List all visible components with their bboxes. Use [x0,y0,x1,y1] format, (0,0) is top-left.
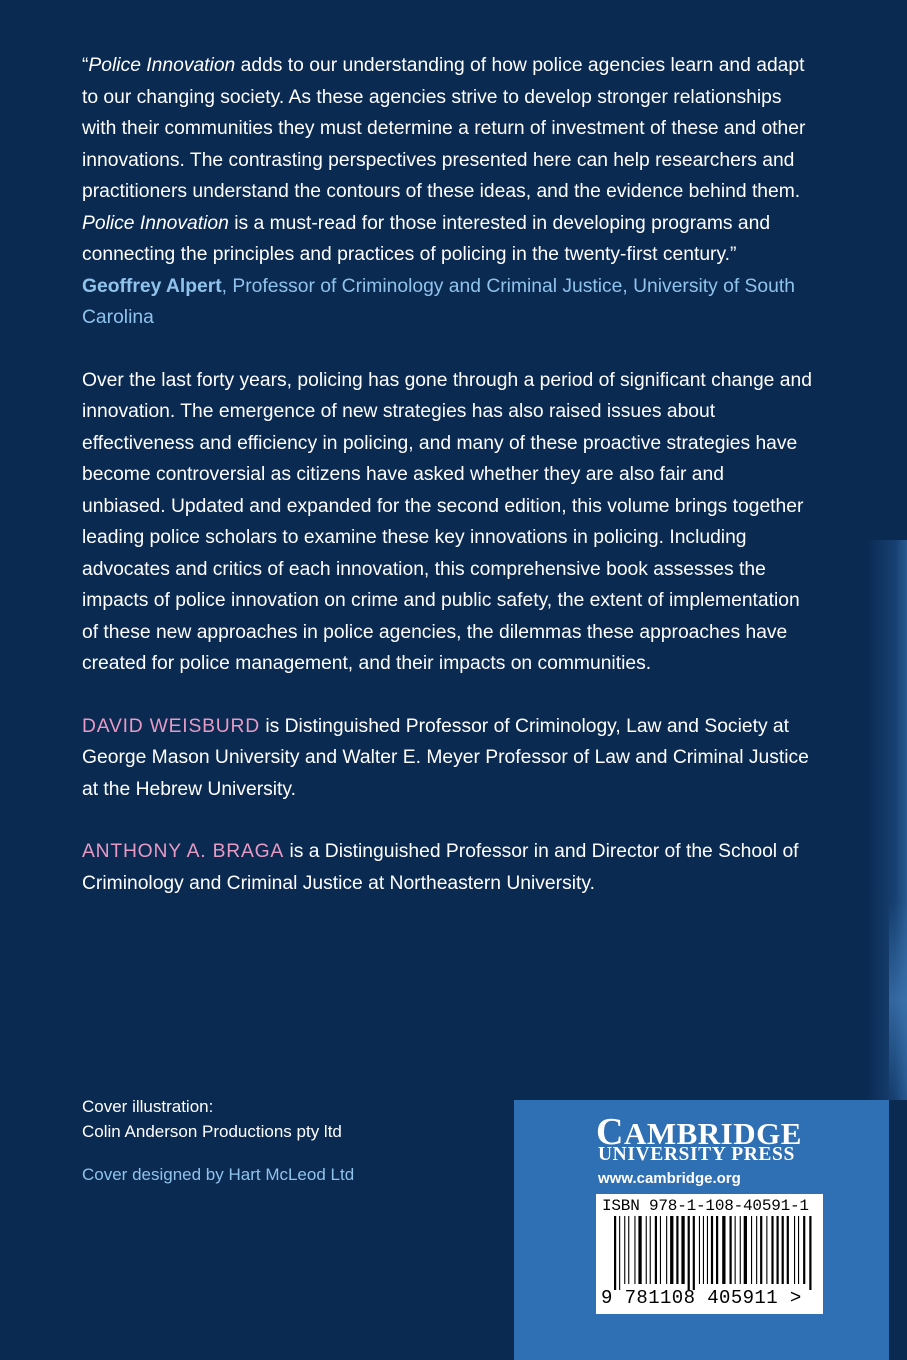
barcode-bar [809,1216,811,1290]
barcode-bar [716,1216,718,1284]
barcode-panel [596,1194,823,1314]
book-title-italic: Police Innovation [88,55,236,76]
spacer [82,334,812,365]
author-name: ANTHONY A. BRAGA [82,841,285,862]
book-title-italic: Police Innovation [82,212,229,234]
publisher-name-rest: AMBRIDGE [623,1116,802,1151]
barcode-bar [670,1216,673,1284]
barcode-bar [751,1216,752,1284]
barcode-bar [699,1216,700,1284]
quote-attribution [82,271,812,334]
barcode-bar [722,1216,725,1284]
ean-digits: 9 781108 405911 > [601,1287,802,1309]
endorsement-quote [82,50,812,271]
barcode-bar [655,1216,657,1284]
barcode-bar [740,1216,741,1284]
barcode-bar [638,1216,641,1284]
barcode-bar [771,1216,773,1284]
barcode-bar [735,1216,736,1284]
barcode-bar [650,1216,651,1284]
barcode-bar [660,1216,661,1284]
author-bio-text: is a Distinguished Professor in and Director of the School of Criminology and Criminal Justice at Northeastern University. [82,841,799,894]
barcode-bar [744,1216,747,1284]
barcode-bar [619,1216,620,1290]
barcode-bar [798,1216,799,1284]
publisher-press: UNIVERSITY PRESS [598,1144,795,1165]
barcode-bar [624,1216,625,1284]
background-glow-highlight [889,900,907,1100]
barcode-bar [711,1216,713,1284]
attribution-affiliation: , Professor of Criminology and Criminal Justice, University of South Carolina [82,275,795,328]
barcode-bar [777,1216,779,1284]
publisher-block [514,1100,889,1360]
quote-text-part-2: is a must-read for those interested in developing programs and connecting the principles and practices of policing in the twenty-first century.” [82,212,771,265]
barcode-bar [628,1216,629,1284]
author-bio [82,836,812,899]
barcode-bar [730,1216,732,1284]
barcode-bar [693,1216,695,1290]
barcode-bar [782,1216,784,1284]
barcode-bar [646,1216,647,1284]
back-cover-text [82,50,812,899]
publisher-url: www.cambridge.org [598,1170,741,1187]
quote-text-part-1: adds to our understanding of how police agencies learn and adapt to our changing society. As these agencies strive to develop stronger relationships with their communities they must determine a return of investment of these and other innovations. The contrasting perspectives presented here can help researchers and practitioners understand the contours of these ideas, and the evidence behind them. [82,55,806,202]
spacer [82,805,812,836]
designer-credit: Cover designed by Hart McLeod Ltd [82,1165,355,1184]
barcode-bar [676,1216,678,1284]
illustration-credit: Colin Anderson Productions pty ltd [82,1122,342,1141]
publisher-name-initial: C [596,1111,624,1153]
quote-open-mark: “ [82,55,89,76]
book-description: Over the last forty years, policing has gone through a period of significant change and innovation. The emergence of new strategies has also raised issues about effectiveness and efficiency in policing, and many of these proactive strategies have become controversial as citizens have asked whether they are also fair and unbiased. Updated and expanded for the second edition, this volume brings together leading police scholars to examine these key innovations in policing. Including advocates and critics of each innovation, this comprehensive book assesses the impacts of police innovation on crime and public safety, the extent of implementation of these new approaches in police agencies, the dilemmas these approaches have created for police management, and their impacts on communities. [82,369,812,674]
barcode-image [614,1216,814,1290]
cover-credits [82,1094,482,1187]
illustration-label: Cover illustration: [82,1097,214,1116]
barcode-bar [787,1216,789,1284]
barcode-bar [614,1216,616,1290]
spacer [82,680,812,711]
barcode-bar [766,1216,767,1284]
attribution-name: Geoffrey Alpert [82,275,222,297]
author-bio [82,711,812,806]
barcode-bar [760,1216,762,1284]
isbn-number: ISBN 978-1-108-40591-1 [602,1197,809,1215]
barcode-bar [703,1216,704,1284]
barcode-bar [756,1216,757,1284]
barcode-bar [803,1216,805,1284]
author-name: DAVID WEISBURD [82,715,260,737]
barcode-bar [634,1216,635,1284]
author-bio-text: is Distinguished Professor of Criminology, Law and Society at George Mason University and Walter E. Meyer Professor of Law and Criminal Justice at the Hebrew University. [82,715,809,800]
barcode-bar [794,1216,795,1284]
barcode-bar [666,1216,667,1284]
barcode-bar [707,1216,708,1284]
barcode-bar [681,1216,684,1284]
barcode-bar [688,1216,690,1290]
